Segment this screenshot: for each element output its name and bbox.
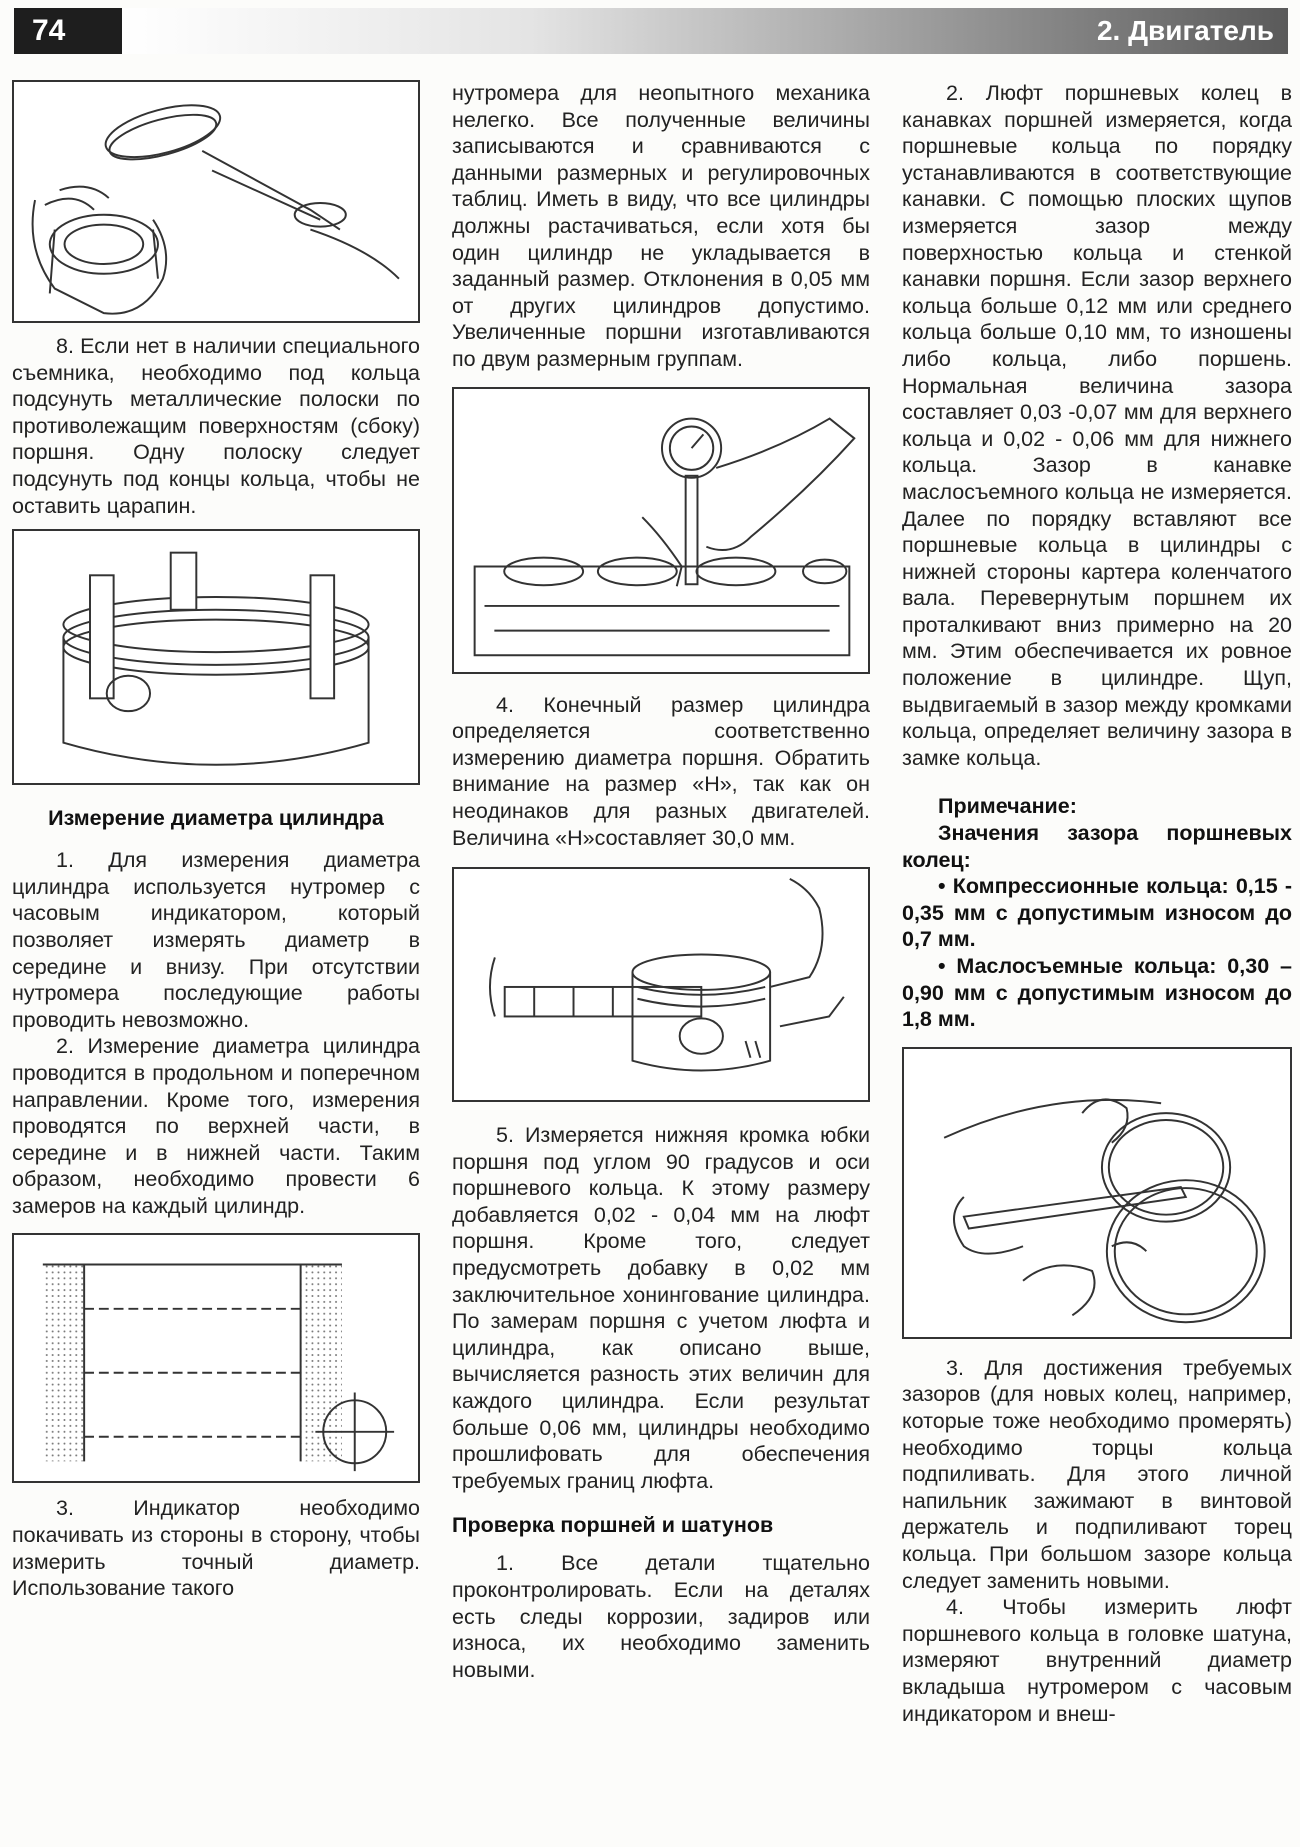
paragraph-step-8: 8. Если нет в наличии специального съемника, необходимо под кольца подсунуть металлические полоски по противолежащим поверхностям (сбоку) поршня. Одну полоску следует подсунуть под концы кольца, чтобы не оставить царапин. [12, 334, 420, 518]
page-header [14, 8, 1288, 54]
note-title: Примечание: [938, 794, 1077, 819]
ring-pliers-figure [12, 80, 420, 323]
paragraph-ring-4: 4. Чтобы измерить люфт поршневого кольца в головке шатуна, измеряют внутренний диаметр вкладыша нутромером с часовым индикатором и внеш- [902, 1595, 1292, 1726]
piston-strips-illustration [14, 531, 418, 783]
paragraph-step-4: 4. Конечный размер цилиндра определяется соответственно измерению диаметра поршня. Обратить внимание на размер «Н», так как он неодинаков для разных двигателей. Величина «Н»составляет 30,0 мм. [452, 692, 870, 850]
cylinder-section-figure [12, 1233, 420, 1483]
note-bullet-compression: • Компрессионные кольца: 0,15 - 0,35 мм с допустимым износом до 0,7 мм. [902, 874, 1292, 952]
paragraph-step-5: 5. Измеряется нижняя кромка юбки поршня под углом 90 градусов и оси поршневого кольца. К этому размеру добавляется 0,02 - 0,04 мм на люфт поршня. Кроме того, следует предусмотреть добавку в 0,02 мм заключительное хонингование цилиндра. По замерам поршня с учетом люфта и цилиндра, как описано выше, вычисляется разность этих величин для каждого цилиндра. Если результат больше 0,06 мм, цилиндры необходимо прошлифовать для обеспечения требуемых границ люфта. [452, 1123, 870, 1493]
paragraph-ring-2: 2. Люфт поршневых колец в канавках поршней измеряется, когда поршневые кольца по порядку устанавливаются в соответствующие канавки. С помощью плоских щупов измеряется зазор между поверхностью кольца и стенкой канавки поршня. Если зазор верхнего кольца больше 0,12 мм или среднего кольца больше 0,10 мм, то изношены либо кольца, либо поршень. Нормальная величина зазора составляет 0,03 -0,07 мм для верхнего кольца и 0,02 - 0,06 мм для нижнего кольца. Зазор в канавке маслосъемного кольца не измеряется. Далее по порядку вставляют все поршневые кольца в цилиндры с нижней стороны картера коленчатого вала. Перевернутым поршнем их проталкивают вниз примерно на 20 мм. Этим обеспечивается их ровное положение в цилиндре. Щуп, выдвигаемый в зазор между кромками кольца, определяет величину зазора в замке кольца. [902, 81, 1292, 770]
heading-cylinder-diameter: Измерение диаметра цилиндра [48, 806, 384, 831]
column-right [902, 80, 1292, 1727]
note-bullet-oil: • Маслосъемные кольца: 0,30 – 0,90 мм с допустимым износом до 1,8 мм. [902, 954, 1292, 1032]
bore-gauge-illustration [454, 389, 868, 672]
column-middle [452, 80, 870, 1683]
paragraph-cyl-2: 2. Измерение диаметра цилиндра проводится в продольном и поперечном направлении. Кроме того, измерения проводятся по верхней части, в середине и в нижней части. Таким образом, необходимо провести 6 замеров на каждый цилиндр. [12, 1034, 420, 1218]
paragraph-check-1: 1. Все детали тщательно проконтролировать. Если на деталях есть следы коррозии, задиров или износа, их необходимо заменить новыми. [452, 1551, 870, 1682]
column-left [12, 80, 420, 1602]
paragraph-cyl-1: 1. Для измерения диаметра цилиндра используется нутромер с часовым индикатором, который позволяет измерять диаметр в середине и внизу. При отсутствии нутромера последующие работы проводить невозможно. [12, 848, 420, 1032]
note-block [902, 793, 1292, 1032]
piston-measure-illustration [454, 869, 868, 1100]
cylinder-section-illustration [14, 1235, 418, 1481]
ring-pliers-illustration [14, 82, 418, 321]
piston-strips-figure [12, 529, 420, 785]
feeler-gauge-illustration [904, 1049, 1290, 1337]
heading-pistons-rods: Проверка поршней и шатунов [452, 1513, 774, 1538]
page-number: 74 [14, 8, 122, 54]
paragraph-ring-3: 3. Для достижения требуемых зазоров (для новых колец, например, которые тоже необходимо промерять) необходимо торцы кольца подпиливать. Для этого личной напильник зажимают в винтовой держатель и подпиливают торец кольца. При большом зазоре кольца следует заменить новыми. [902, 1355, 1292, 1593]
bore-gauge-figure [452, 387, 870, 674]
feeler-gauge-figure [902, 1047, 1292, 1339]
paragraph-cyl-3: 3. Индикатор необходимо покачивать из стороны в сторону, чтобы измерить точный диаметр. Использование такого [12, 1496, 420, 1601]
paragraph-continued: нутромера для неопытного механика нелегко. Все полученные величины записываются и сравниваются с данными размерных и регулировочных таблиц. Иметь в виду, что все цилиндры должны растачиваться, если хотя бы один цилиндр не укладывается в заданный размер. Отклонения в 0,05 мм от других цилиндров допустимо. Увеличенные поршни изготавливаются по двум размерным группам. [452, 81, 870, 371]
note-subtitle: Значения зазора поршневых колец: [902, 821, 1292, 872]
section-title: 2. Двигатель [1096, 15, 1274, 46]
piston-measure-figure [452, 867, 870, 1102]
